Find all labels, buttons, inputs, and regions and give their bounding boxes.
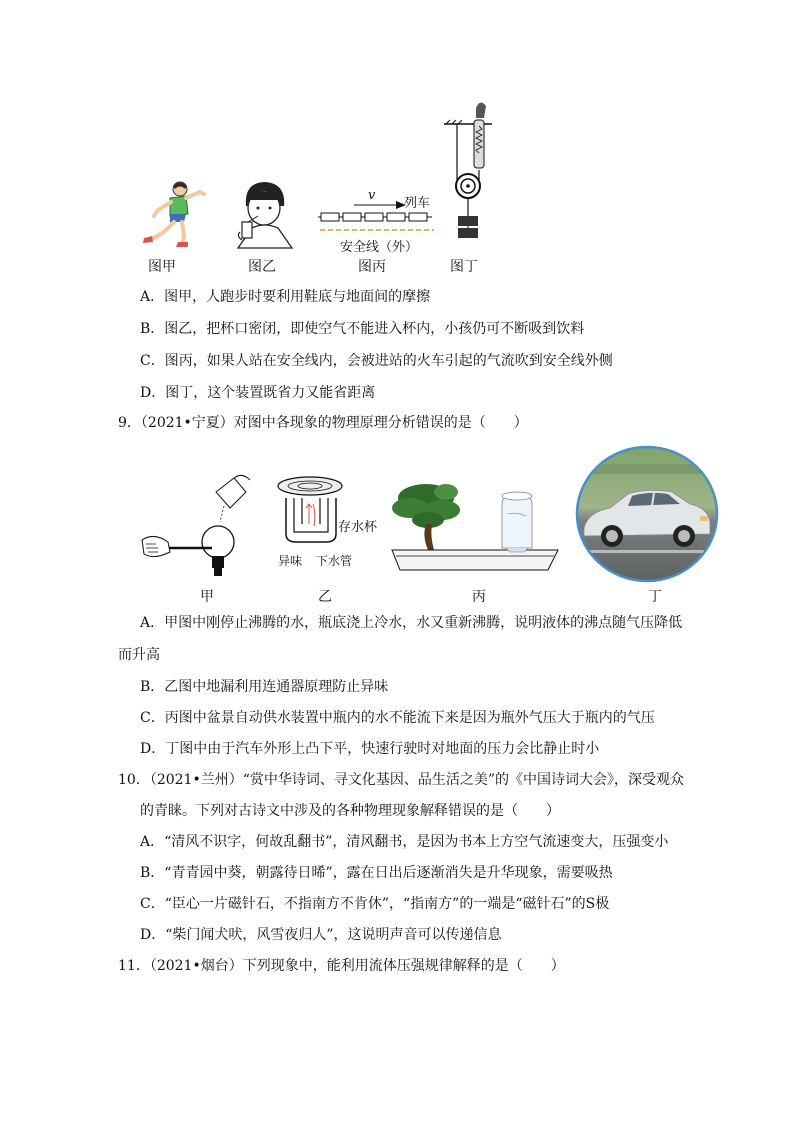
q10-option-d: D．“柴门闻犬吠，风雪夜归人”，这说明声音可以传递信息 xyxy=(140,927,502,943)
drain-odor-label: 异味 xyxy=(278,554,303,568)
pulley-figure xyxy=(440,100,498,252)
bonsai-figure xyxy=(388,474,564,574)
figure-label-bing: 图丙 xyxy=(358,259,386,275)
q9-figure-label-ding: 丁 xyxy=(648,589,662,605)
q9-option-c: C．丙图中盆景自动供水装置中瓶内的水不能流下来是因为瓶外气压大于瓶内的气压 xyxy=(140,710,655,726)
drain-cup-label: 存水杯 xyxy=(338,520,378,535)
q10-stem-line2: 的青睐。下列对古诗文中涉及的各种物理现象解释错误的是（ ） xyxy=(140,803,560,819)
q8-option-b: B．图乙，把杯口密闭，即使空气不能进入杯内，小孩仍可不断吸到饮料 xyxy=(140,321,585,337)
q9-option-a: A．甲图中刚停止沸腾的水，瓶底浇上冷水，水又重新沸腾，说明液体的沸点随气压降低 xyxy=(140,615,683,631)
q8-option-c: C．图丙，如果人站在安全线内，会被进站的火车引起的气流吹到安全线外侧 xyxy=(140,353,613,369)
q9-figure-label-jia: 甲 xyxy=(200,589,214,605)
velocity-symbol: v xyxy=(368,188,376,203)
q10-option-c: C．“臣心一片磁针石，不指南方不肯休”，“指南方”的一端是“磁针石”的S极 xyxy=(140,896,610,912)
drain-pipe-label: 下水管 xyxy=(316,554,353,568)
q11-stem: 11．（2021•烟台）下列现象中，能利用流体压强规律解释的是（ ） xyxy=(118,958,565,974)
runner-figure xyxy=(140,180,210,250)
q9-figure-label-bing: 丙 xyxy=(472,589,486,605)
train-label: 列车 xyxy=(404,196,431,211)
safety-line-label: 安全线（外） xyxy=(340,240,419,255)
boiling-flask-figure xyxy=(138,470,258,580)
figure-label-yi: 图乙 xyxy=(248,259,276,275)
q9-stem: 9．（2021•宁夏）对图中各现象的物理原理分析错误的是（ ） xyxy=(118,415,528,431)
figure-label-jia: 图甲 xyxy=(148,259,176,275)
q10-option-a: A．“清风不识字，何故乱翻书”，清风翻书，是因为书本上方空气流速变大，压强变小 xyxy=(140,834,669,850)
q8-option-a: A．图甲，人跑步时要利用鞋底与地面间的摩擦 xyxy=(140,289,431,305)
floor-drain-figure xyxy=(276,474,356,554)
q9-option-d: D．丁图中由于汽车外形上凸下平，快速行驶时对地面的压力会比静止时小 xyxy=(140,741,600,757)
child-drinking-figure xyxy=(232,178,298,250)
q9-option-b: B．乙图中地漏利用连通器原理防止异味 xyxy=(140,679,389,695)
q10-option-b: B．“青青园中葵，朝露待日晞”，露在日出后逐渐消失是升华现象，需要吸热 xyxy=(140,865,613,881)
q8-option-d: D．图丁，这个装置既省力又能省距离 xyxy=(140,385,376,401)
q9-figure-label-yi: 乙 xyxy=(318,589,332,605)
q9-option-a-cont: 而升高 xyxy=(118,647,160,663)
car-figure xyxy=(576,446,718,582)
q10-stem-line1: 10．（2021•兰州）“赏中华诗词、寻文化基因、品生活之美”的《中国诗词大会》，深受观众 xyxy=(118,772,685,788)
figure-label-ding: 图丁 xyxy=(450,259,478,275)
